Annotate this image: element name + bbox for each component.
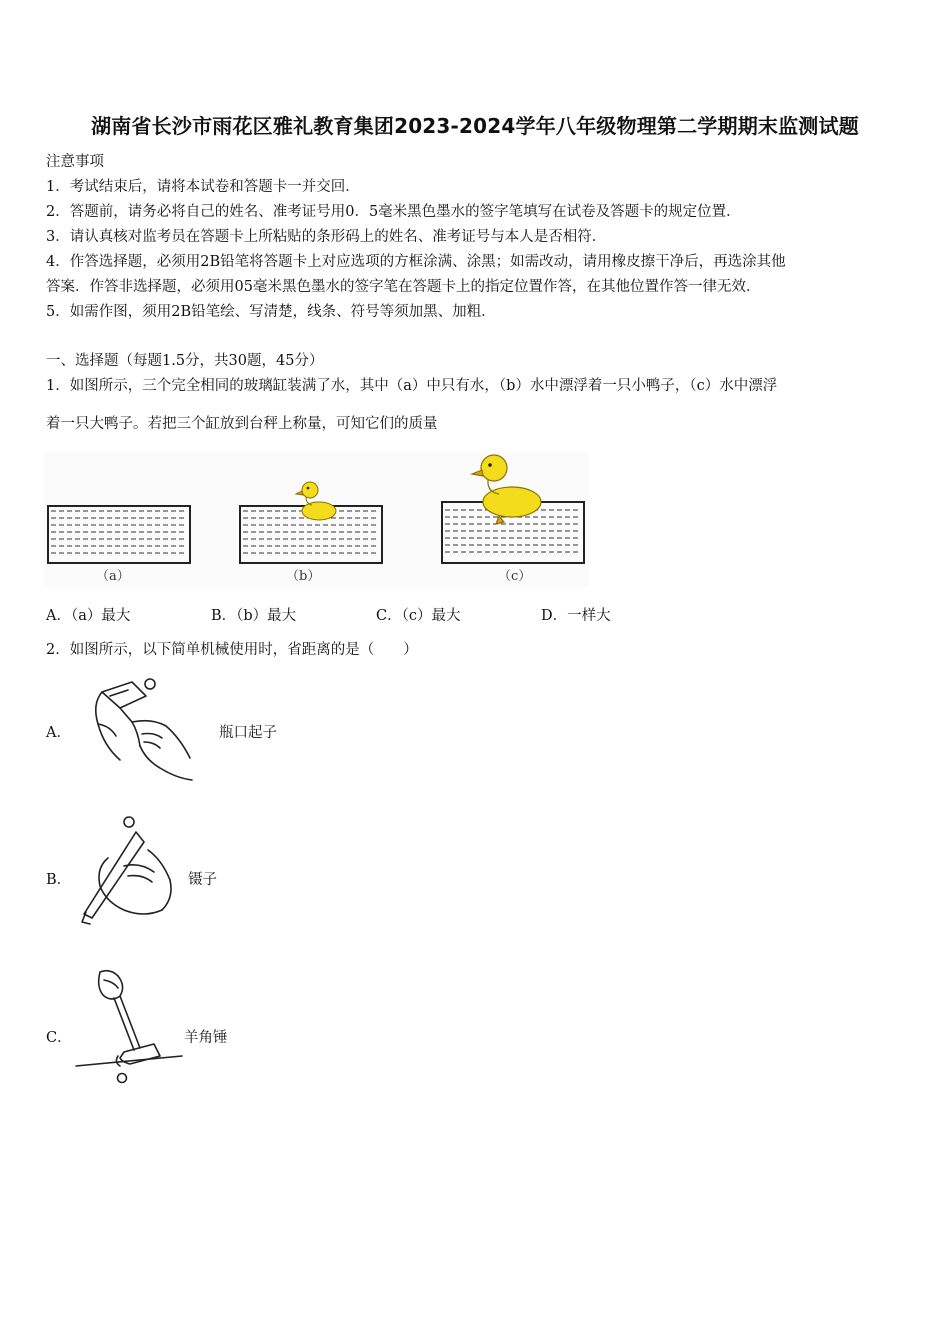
q2-option-a-letter: A． [46,725,71,741]
q2-option-a-label: 瓶口起子 [219,725,277,741]
question-2-stem: 2．如图所示，以下简单机械使用时，省距离的是（ ） [46,642,418,658]
notice-item: 5．如需作图，须用2B铅笔绘、写清楚，线条、符号等须加黑、加粗． [46,304,496,320]
notice-heading: 注意事项 [46,154,104,170]
tanks-figure [44,452,589,587]
notice-item: 答案．作答非选择题，必须用05毫米黑色墨水的签字笔在答题卡上的指定位置作答，在其他位置作答一律无效． [46,279,761,295]
tank-b-label: （b） [286,569,321,584]
claw-hammer-icon [74,966,184,1086]
question-1-stem-cont: 着一只大鸭子。若把三个缸放到台秤上称量，可知它们的质量 [46,416,438,432]
q1-option-d: D．一样大 [541,608,611,624]
q1-option-c: C．（c）最大 [376,608,461,624]
page-title: 湖南省长沙市雨花区雅礼教育集团2023-2024学年八年级物理第二学期期末监测试题 [91,114,859,138]
q2-option-c-label: 羊角锤 [184,1030,228,1046]
section-heading: 一、选择题（每题1.5分，共30题，45分） [46,353,324,369]
question-1-stem: 1．如图所示，三个完全相同的玻璃缸装满了水，其中（a）中只有水，（b）水中漂浮着一只小鸭子，（c）水中漂浮 [46,378,778,394]
tweezers-icon [78,810,188,928]
notice-item: 1．考试结束后，请将本试卷和答题卡一并交回． [46,179,360,195]
notice-item: 4．作答选择题，必须用2B铅笔将答题卡上对应选项的方框涂满、涂黑；如需改动，请用橡皮擦干净后，再选涂其他 [46,254,786,270]
tank-c-label: （c） [498,569,532,584]
notice-item: 2．答题前，请务必将自己的姓名、准考证号用0．5毫米黑色墨水的签字笔填写在试卷及答题卡的规定位置． [46,204,741,220]
notice-item: 3．请认真核对监考员在答题卡上所粘贴的条形码上的姓名、准考证号与本人是否相符． [46,229,607,245]
bottle-opener-icon [80,674,210,786]
q2-option-c-letter: C． [46,1030,72,1046]
q2-option-b-label: 镊子 [188,872,217,888]
q1-option-b: B．（b）最大 [211,608,297,624]
q1-option-a: A．（a）最大 [46,608,131,624]
tank-a-label: （a） [96,569,130,584]
q2-option-b-letter: B． [46,872,72,888]
